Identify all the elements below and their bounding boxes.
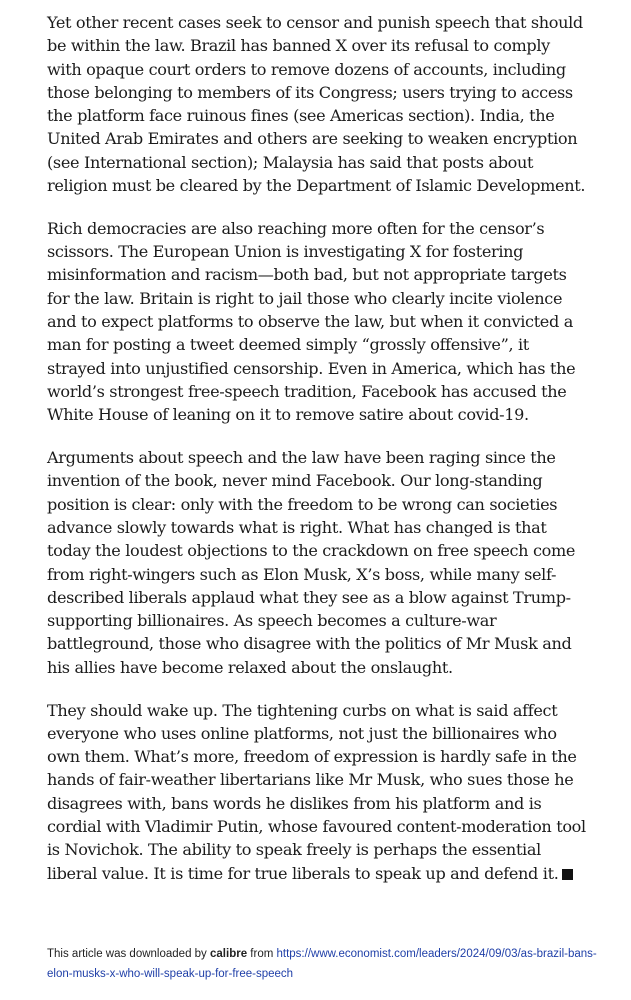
download-footer — [47, 944, 607, 984]
article-paragraph-3: Arguments about speech and the law have been raging since the invention of the book, never mind Facebook. Our long-standing position is clear: only with the freedom to be wrong can societies advance slowly towards what is right. What has changed is that today the loudest objections to the crackdown on free speech come from right-wingers such as Elon Musk, X’s boss, while many self-described liberals applaud what they see as a blow against Trump-supporting billionaires. As speech becomes a culture-war battleground, those who disagree with the politics of Mr Musk and his allies have become relaxed about the onslaught. — [47, 448, 576, 677]
footer-from: from — [250, 948, 274, 960]
footer-app-name: calibre — [210, 948, 248, 960]
article-body — [47, 11, 587, 904]
footer-prefix: This article was downloaded by — [47, 948, 207, 960]
article-paragraph-4: They should wake up. The tightening curbs on what is said affect everyone who uses online platforms, not just the billionaires who own them. What’s more, freedom of expression is hardly safe in the hands of fair-weather libertarians like Mr Musk, who sues those he disagrees with, bans words he dislikes from his platform and is cordial with Vladimir Putin, whose favoured content-moderation tool is Novichok. The ability to speak freely is perhaps the essential liberal value. It is time for true liberals to speak up and defend it. — [47, 700, 586, 883]
article-paragraph-2: Rich democracies are also reaching more often for the censor’s scissors. The European Union is investigating X for fostering misinformation and racism—both bad, but not appropriate targets for the law. Britain is right to jail those who clearly incite violence and to expect platforms to observe the law, but when it convicted a man for posting a tweet deemed simply “grossly offensive”, it strayed into unjustified censorship. Even in America, which has the world’s strongest free-speech tradition, Facebook has accused the White House of leaning on it to remove satire about covid-19. — [47, 218, 576, 425]
end-of-article-square-icon — [562, 869, 573, 880]
source-url-link[interactable]: https://www.economist.com/leaders/2024/09/03/as-brazil-bans-elon-musks-x-who-will-speak-up-for-free-speech — [47, 948, 597, 980]
article-paragraph-4-wrapper — [47, 699, 587, 885]
article-paragraph-1: Yet other recent cases seek to censor and punish speech that should be within the law. Brazil has banned X over its refusal to comply with opaque court orders to remove dozens of accounts, including those belonging to members of its Congress; users trying to access the platform face ruinous fines (see Americas section). India, the United Arab Emirates and others are seeking to weaken encryption (see International section); Malaysia has said that posts about religion must be cleared by the Department of Islamic Development. — [47, 13, 586, 196]
